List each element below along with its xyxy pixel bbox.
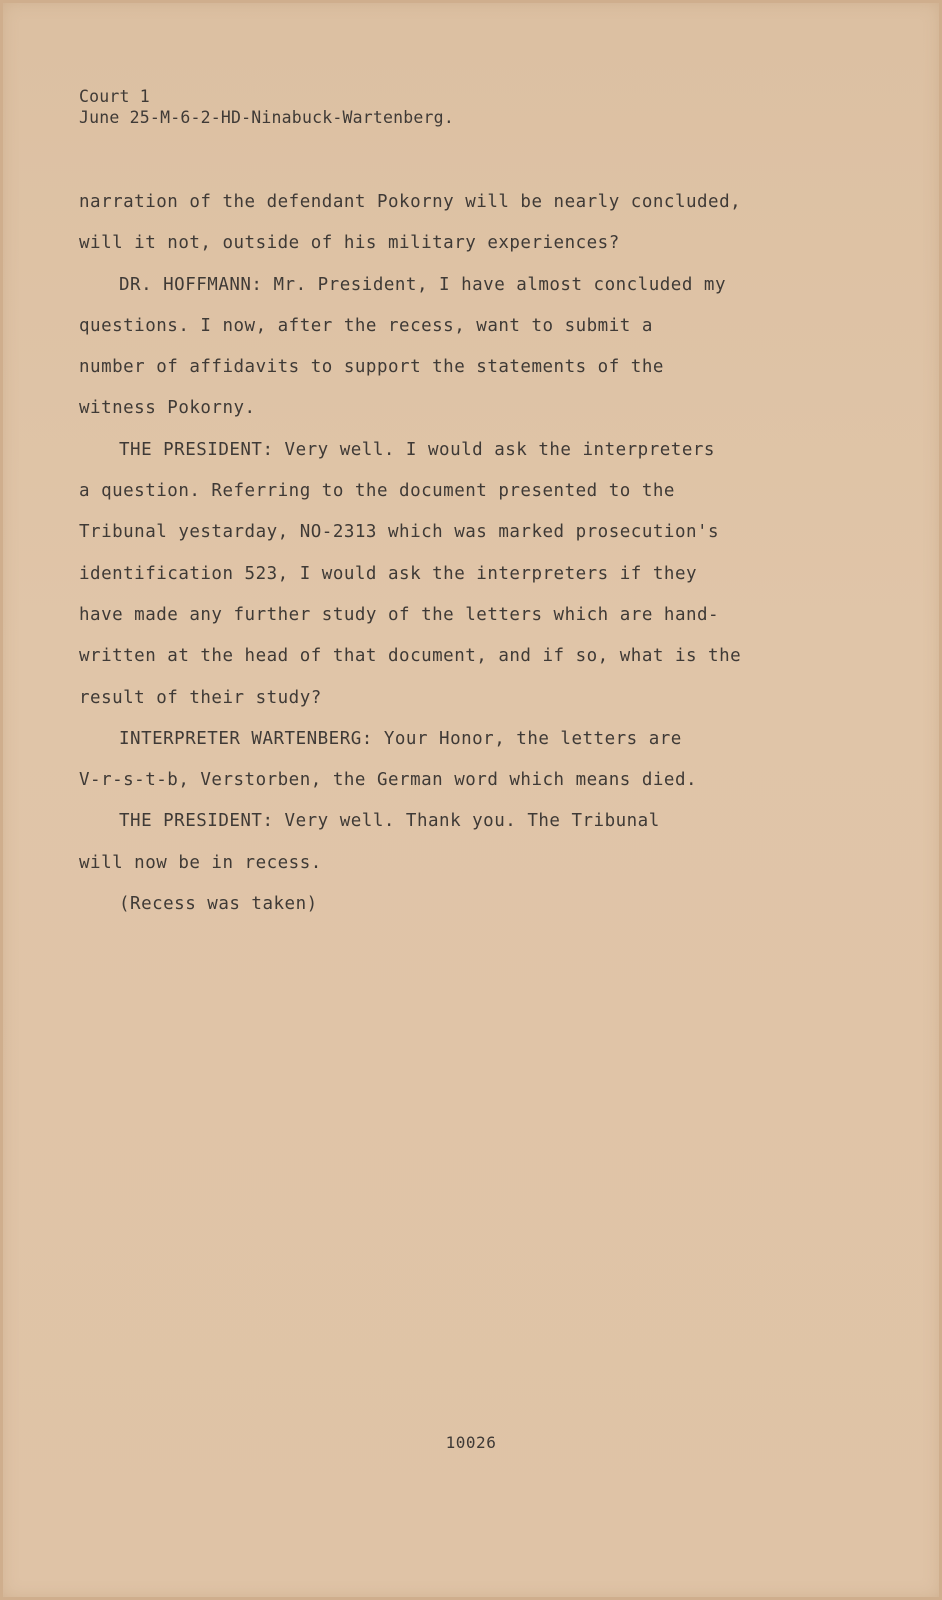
transcript-line: number of affidavits to support the statements of the — [79, 357, 664, 378]
page-number: 10026 — [445, 1433, 497, 1452]
transcript-line: V-r-s-t-b, Verstorben, the German word which means died. — [79, 770, 698, 791]
transcript-line: THE PRESIDENT: Very well. I would ask the interpreters — [119, 439, 715, 460]
transcript-line: INTERPRETER WARTENBERG: Your Honor, the letters are — [119, 728, 682, 749]
session-reference: June 25-M-6-2-HD-Ninabuck-Wartenberg. — [79, 108, 454, 127]
transcript-line: (Recess was taken) — [119, 894, 318, 915]
transcript-line: a question. Referring to the document presented to the — [79, 481, 675, 502]
transcript-line: witness Pokorny. — [79, 398, 256, 419]
transcript-line: identification 523, I would ask the interpreters if they — [79, 563, 698, 584]
document-header — [79, 86, 454, 128]
transcript-line: DR. HOFFMANN: Mr. President, I have almost concluded my — [119, 274, 726, 295]
transcript-line: result of their study? — [79, 687, 322, 708]
transcript-line: have made any further study of the letters which are hand- — [79, 604, 720, 625]
transcript-line: narration of the defendant Pokorny will be nearly concluded, — [79, 192, 742, 212]
transcript-body — [79, 182, 839, 925]
transcript-line: will now be in recess. — [79, 852, 322, 873]
transcript-line: written at the head of that document, and if so, what is the — [79, 646, 742, 667]
court-label: Court 1 — [79, 87, 150, 106]
transcript-line: will it not, outside of his military experiences? — [79, 233, 620, 254]
transcript-line: questions. I now, after the recess, want to submit a — [79, 315, 653, 336]
transcript-line: THE PRESIDENT: Very well. Thank you. The Tribunal — [119, 811, 660, 832]
transcript-line: Tribunal yestarday, NO-2313 which was marked prosecution's — [79, 522, 720, 543]
